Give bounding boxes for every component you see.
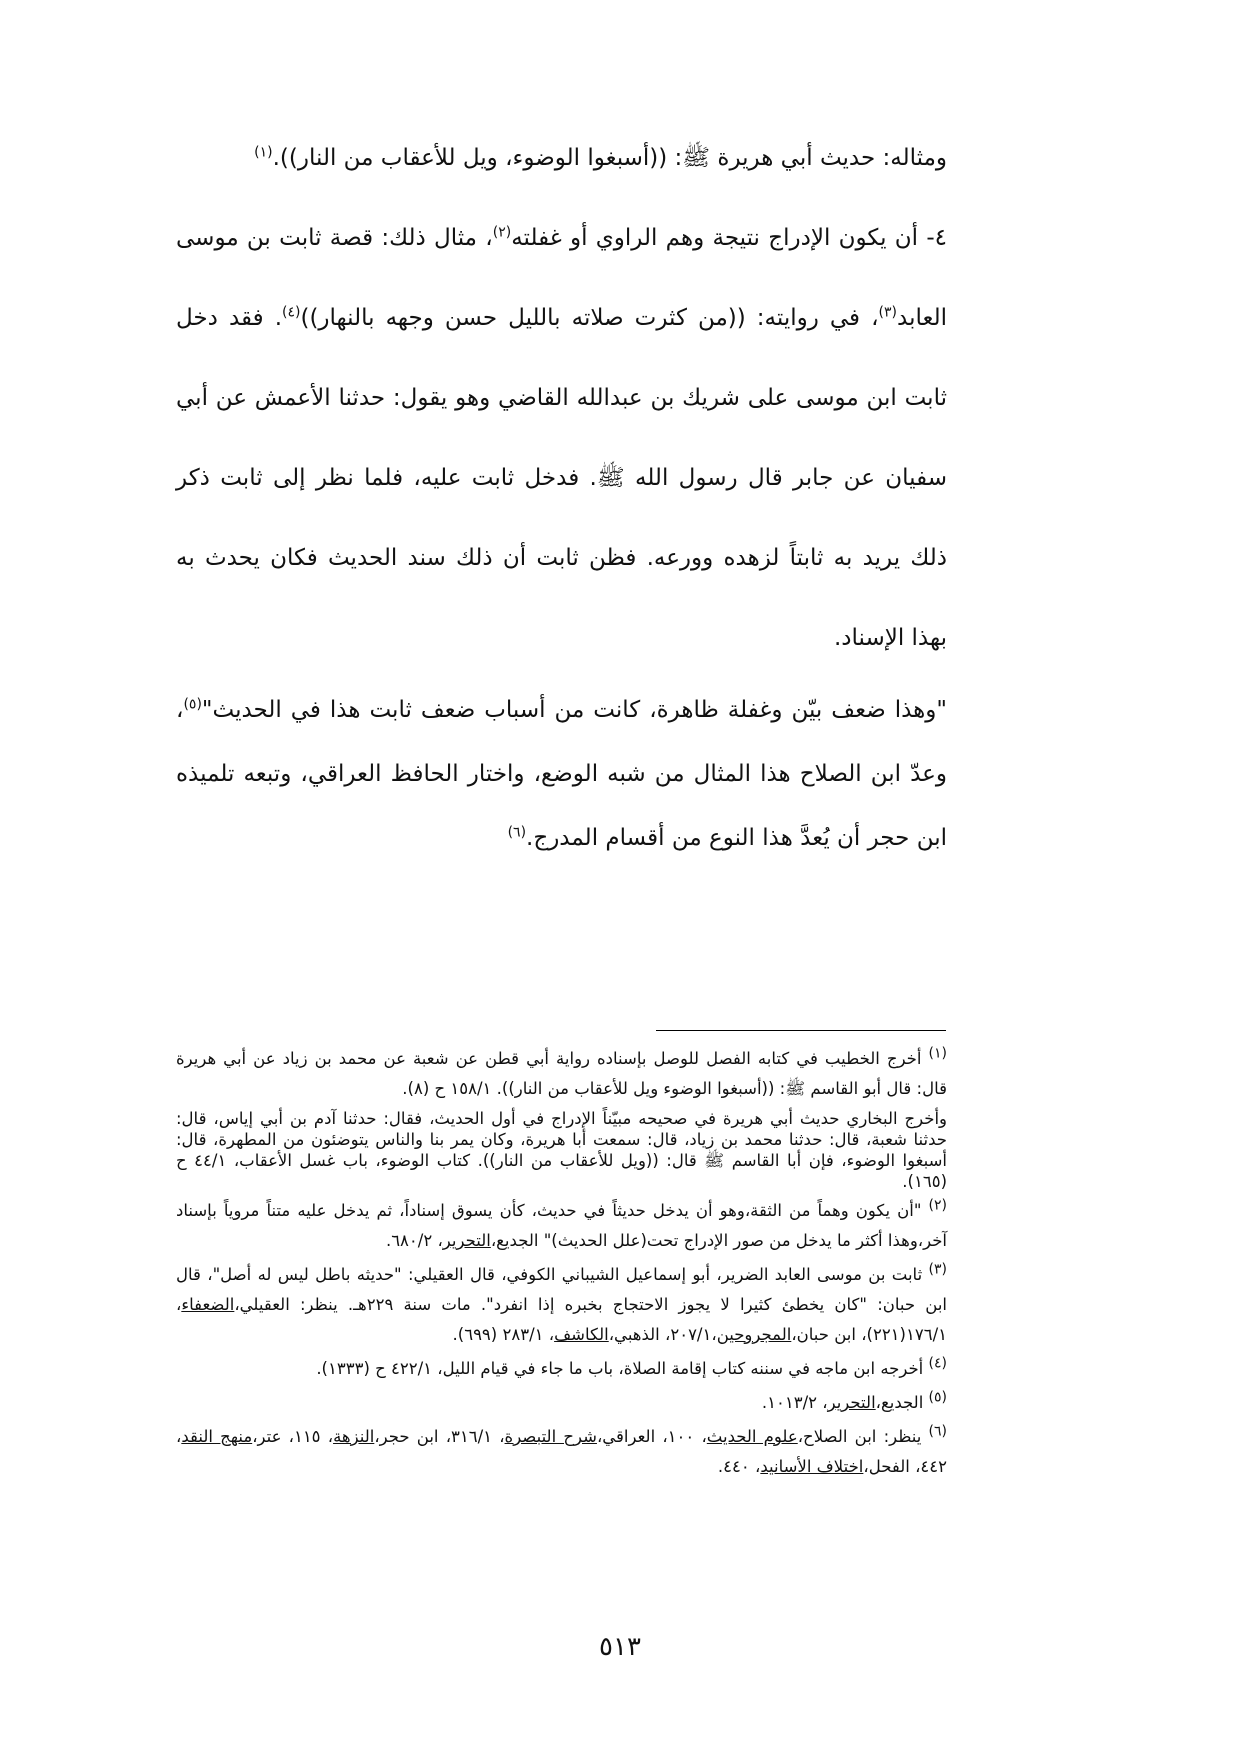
book-title: علوم الحديث	[706, 1427, 798, 1446]
footnote-separator	[656, 1030, 946, 1031]
footnote-2: $^{(٢)}$ "أن يكون وهماً من الثقة،وهو أن يدخل حديثاً في حديث، كأن يسوق إسناداً، ثم يدخل عليه متناً مروياً بإسناد آخر،وهذا أكثر ما يدخل من صور الإدراج تحت(علل الحديث)" الجديع،التحرير، ٦٨٠/٢.	[176, 1197, 947, 1250]
book-title: الكاشف	[554, 1325, 609, 1344]
book-title: التحرير	[442, 1231, 491, 1250]
book-title: المجروحين	[716, 1325, 792, 1344]
book-title: الضعفاء	[181, 1295, 235, 1314]
footnote-1-cont: وأخرج البخاري حديث أبي هريرة في صحيحه مبيّناً الإدراج في أول الحديث، فقال: حدثنا آدم بن أبي إياس، قال: حدثنا شعبة، قال: حدثنا محمد بن زياد، قال: سمعت أبا هريرة، وكان يمر بنا والناس يتوضئون من المطهرة، قال: أسبغوا الوضوء، فإن أبا القاسم ﷺ قال: ((ويل للأعقاب من النار)). كتاب الوضوء، باب غسل الأعقاب، ٤٤/١ ح (١٦٥).	[176, 1109, 947, 1191]
footnote-ref[interactable]: (٦)	[507, 824, 527, 841]
footnote-ref[interactable]: (٣)	[878, 304, 898, 321]
book-title: منهج النقد	[181, 1427, 253, 1446]
footnote-4: $^{(٤)}$ أخرجه ابن ماجه في سننه كتاب إقامة الصلاة، باب ما جاء في قيام الليل، ٤٢٢/١ ح (١٣٣٣).	[316, 1355, 947, 1378]
footnote-1: $^{(١)}$ أخرج الخطيب في كتابه الفصل للوصل بإسناده رواية أبي قطن عن شعبة عن محمد بن زياد عن أبي هريرة قال: قال أبو القاسم ﷺ: ((أسبغوا الوضوء ويل للأعقاب من النار)). ١٥٨/١ ح (٨).	[176, 1045, 947, 1098]
book-title: التحرير	[827, 1393, 876, 1412]
page-number: ٥١٣	[599, 1632, 641, 1662]
paragraph-conclusion: "وهذا ضعف بيّن وغفلة ظاهرة، كانت من أسباب ضعف ثابت هذا في الحديث"$^{(٥)}$، وعدّ ابن الصلاح هذا المثال من شبه الوضع، واختار الحافظ العراقي، وتبعه تلميذه ابن حجر أن يُعدَّ هذا النوع من أقسام المدرج.$^{(٦)}$	[176, 696, 947, 851]
main-text	[176, 118, 947, 870]
book-title: شرح التبصرة	[504, 1427, 597, 1446]
paragraph-example: ومثاله: حديث أبي هريرة ﷺ: ((أسبغوا الوضوء، ويل للأعقاب من النار)).$^{(١)}$	[254, 144, 947, 171]
footnote-ref[interactable]: (٢)	[492, 224, 512, 241]
book-title: اختلاف الأسانيد	[760, 1457, 864, 1476]
footnote-ref[interactable]: (٥)	[183, 696, 202, 713]
footnote-5: $^{(٥)}$ الجديع،التحرير، ١٠١٣/٢.	[761, 1389, 947, 1412]
book-title: النزهة	[333, 1427, 375, 1446]
footnote-ref[interactable]: (٤)	[282, 304, 301, 321]
footnotes	[176, 1044, 947, 1486]
footnote-3: $^{(٣)}$ ثابت بن موسى العابد الضرير، أبو إسماعيل الشيباني الكوفي، قال العقيلي: "حديثه باطل ليس له أصل"، قال ابن حبان: "كان يخطئ كثيرا لا يجوز الاحتجاج بخبره إذا انفرد". مات سنة ٢٢٩هـ. ينظر: العقيلي،الضعفاء، ١٧٦/١(٢٢١)، ابن حبان،المجروحين،٢٠٧/١، الذهبي،الكاشف، ٢٨٣/١ (٦٩٩).	[176, 1261, 947, 1344]
paragraph-illusion: ٤- أن يكون الإدراج نتيجة وهم الراوي أو غفلته$^{(٢)}$، مثال ذلك: قصة ثابت بن موسى العابد$^{(٣)}$، في روايته: ((من كثرت صلاته بالليل حسن وجهه بالنهار))$^{(٤)}$. فقد دخل ثابت ابن موسى على شريك بن عبدالله القاضي وهو يقول: حدثنا الأعمش عن أبي سفيان عن جابر قال رسول الله ﷺ. فدخل ثابت عليه، فلما نظر إلى ثابت ذكر ذلك يريد به ثابتاً لزهده وورعه. فظن ثابت أن ذلك سند الحديث فكان يحدث به بهذا الإسناد.	[176, 224, 947, 651]
footnote-6: $^{(٦)}$ ينظر: ابن الصلاح،علوم الحديث، ١٠٠، العراقي،شرح التبصرة، ٣١٦/١، ابن حجر،النزهة، ١١٥، عتر،منهج النقد، ٤٤٢، الفحل،اختلاف الأسانيد، ٤٤٠.	[176, 1423, 947, 1476]
footnote-ref[interactable]: (١)	[254, 144, 273, 161]
